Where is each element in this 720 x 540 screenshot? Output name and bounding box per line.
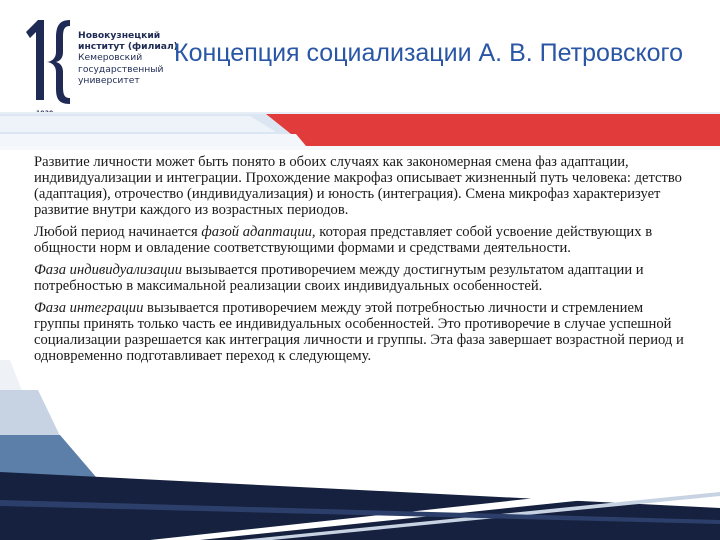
slide-content (34, 154, 690, 370)
header-decor-band (0, 112, 720, 152)
logo-line: государственный (78, 63, 164, 75)
paragraph (34, 300, 690, 364)
logo-1k-mark-icon (22, 16, 78, 108)
text-segment: которая представляет собой усвоение действующих в общности норм и овладение соответствующими формами и средствами деятельности. (34, 224, 653, 256)
slide-title: Концепция социализации А. В. Петровского (174, 39, 684, 67)
text-segment: вызывается противоречием между этой потребностью личности и стремлением группы принять только часть ее индивидуальных особенностей. Это противоречие в случае успешной социализации разрешается как интеграция личности и группы. Эта фаза завершает возрастной период и одновременно подготавливает переход к следующему. (34, 300, 684, 364)
text-segment: вызывается противоречием между достигнутым результатом адаптации и потребностью в максимальной реализации своих индивидуальных особенностей. (34, 262, 644, 294)
logo-line: институт (филиал) (78, 41, 178, 53)
footer-decor-band (0, 360, 720, 540)
paragraph (34, 224, 690, 256)
university-logo (22, 14, 178, 124)
italic-term: фазой адаптации, (201, 224, 316, 240)
italic-term: Фаза интеграции (34, 300, 144, 316)
paragraph (34, 154, 690, 218)
text-segment: Любой период начинается (34, 224, 202, 240)
logo-text (78, 30, 178, 86)
logo-line: Новокузнецкий (78, 30, 161, 41)
paragraph (34, 262, 690, 294)
text-segment: Развитие личности может быть понято в обоих случаях как закономерная смена фаз адаптации, индивидуализации и интеграции. Прохождение макрофаз описывает жизненный путь человека: детство (адаптация), отрочество (индивидуализация) и юность (интеграция). Смена микрофаз характеризует развитие внутри каждого из возрастных периодов. (34, 154, 682, 218)
italic-term: Фаза индивидуализации (34, 262, 183, 278)
logo-line: Кемеровский (78, 52, 143, 64)
logo-line: университет (78, 74, 140, 86)
